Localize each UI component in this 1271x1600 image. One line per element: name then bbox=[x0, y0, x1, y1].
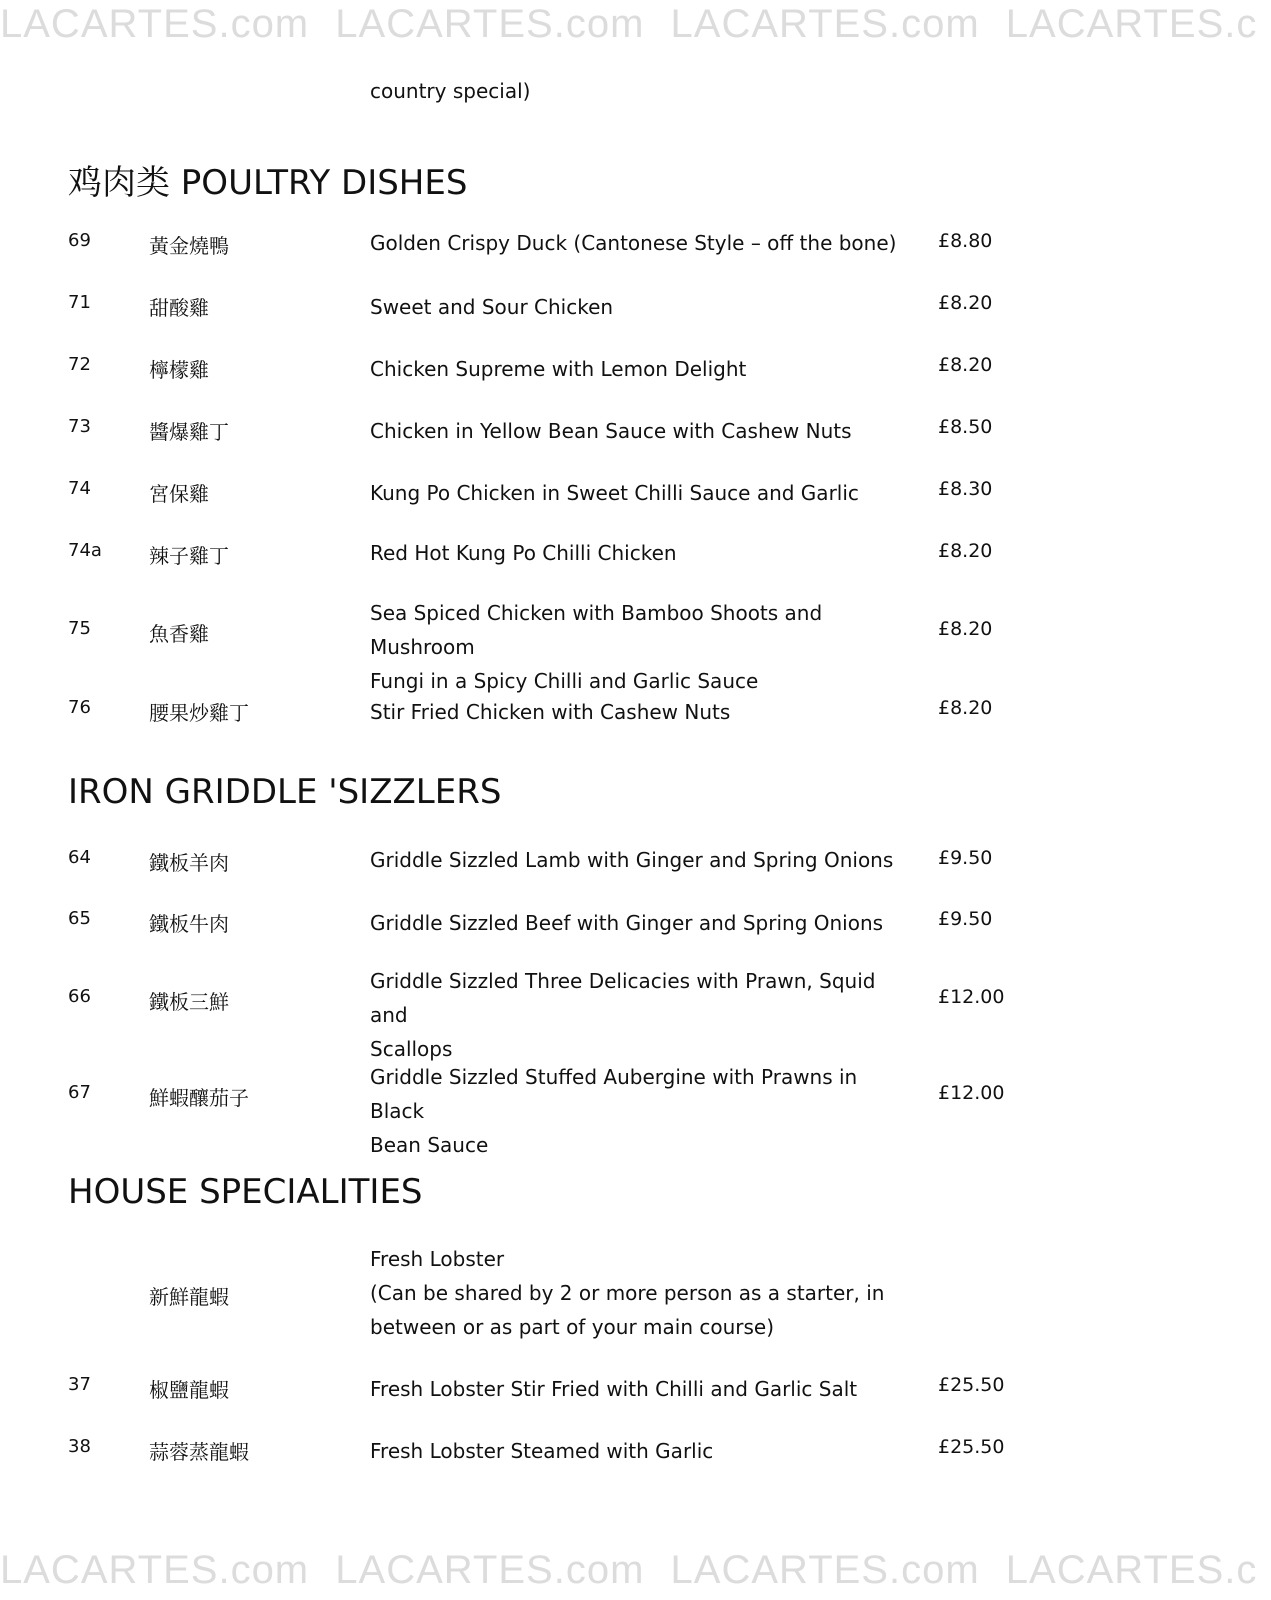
item-price: £8.50 bbox=[938, 416, 993, 438]
item-price: £8.20 bbox=[938, 540, 993, 562]
item-number: 37 bbox=[68, 1374, 91, 1395]
item-price: £8.30 bbox=[938, 478, 993, 500]
item-number: 66 bbox=[68, 986, 91, 1007]
item-description bbox=[370, 1242, 910, 1344]
watermark-text: LACARTES.c bbox=[1005, 1548, 1258, 1592]
section-title-poultry: 鸡肉类 POULTRY DISHES bbox=[68, 163, 468, 203]
item-description bbox=[370, 1060, 910, 1162]
item-chinese-name: 宮保雞 bbox=[149, 482, 209, 506]
item-number: 76 bbox=[68, 697, 91, 718]
item-chinese-name: 檸檬雞 bbox=[149, 358, 209, 382]
watermark-text: LACARTES.com bbox=[335, 2, 645, 46]
item-description-line: Griddle Sizzled Stuffed Aubergine with Prawns in Black bbox=[370, 1065, 858, 1123]
item-chinese-name: 鐵板牛肉 bbox=[149, 912, 229, 936]
item-chinese-name: 魚香雞 bbox=[149, 622, 209, 646]
item-chinese-name: 甜酸雞 bbox=[149, 296, 209, 320]
item-description: Chicken Supreme with Lemon Delight bbox=[370, 357, 747, 381]
item-description: Red Hot Kung Po Chilli Chicken bbox=[370, 541, 677, 565]
watermark-text: LACARTES.com bbox=[335, 1548, 645, 1592]
item-description-line: Griddle Sizzled Three Delicacies with Prawn, Squid and bbox=[370, 969, 876, 1027]
item-price: £8.80 bbox=[938, 230, 993, 252]
watermark-text: LACARTES.com bbox=[0, 1548, 310, 1592]
watermark-text: LACARTES.com bbox=[670, 1548, 980, 1592]
item-chinese-name: 蒜蓉蒸龍蝦 bbox=[149, 1440, 249, 1464]
item-price: £12.00 bbox=[938, 1082, 1005, 1104]
item-description bbox=[370, 596, 910, 698]
item-price: £9.50 bbox=[938, 847, 993, 869]
item-description-line: Sea Spiced Chicken with Bamboo Shoots and Mushroom bbox=[370, 601, 823, 659]
item-description: Sweet and Sour Chicken bbox=[370, 295, 614, 319]
item-price: £8.20 bbox=[938, 354, 993, 376]
watermark-text: LACARTES.com bbox=[670, 2, 980, 46]
section-title-house: HOUSE SPECIALITIES bbox=[68, 1172, 423, 1212]
item-number: 75 bbox=[68, 618, 91, 639]
item-description-line: Scallops bbox=[370, 1037, 453, 1061]
item-chinese-name: 新鮮龍蝦 bbox=[149, 1285, 229, 1309]
item-chinese-name: 辣子雞丁 bbox=[149, 544, 229, 568]
carryover-text: country special) bbox=[370, 79, 531, 103]
item-price: £25.50 bbox=[938, 1374, 1005, 1396]
item-chinese-name: 醬爆雞丁 bbox=[149, 420, 229, 444]
item-description: Kung Po Chicken in Sweet Chilli Sauce and Garlic bbox=[370, 481, 859, 505]
item-description-line: between or as part of your main course) bbox=[370, 1315, 775, 1339]
item-number: 72 bbox=[68, 354, 91, 375]
item-number: 38 bbox=[68, 1436, 91, 1457]
item-number: 74 bbox=[68, 478, 91, 499]
item-chinese-name: 椒鹽龍蝦 bbox=[149, 1378, 229, 1402]
item-description: Fresh Lobster Steamed with Garlic bbox=[370, 1439, 714, 1463]
section-title-sizzlers: IRON GRIDDLE 'SIZZLERS bbox=[68, 772, 502, 812]
item-price: £8.20 bbox=[938, 292, 993, 314]
item-price: £25.50 bbox=[938, 1436, 1005, 1458]
item-description-line: Bean Sauce bbox=[370, 1133, 489, 1157]
item-number: 74a bbox=[68, 540, 102, 561]
item-description bbox=[370, 964, 910, 1066]
item-price: £12.00 bbox=[938, 986, 1005, 1008]
item-description-line: Fresh Lobster bbox=[370, 1247, 505, 1271]
item-number: 64 bbox=[68, 847, 91, 868]
item-description-line: Fungi in a Spicy Chilli and Garlic Sauce bbox=[370, 669, 759, 693]
item-price: £9.50 bbox=[938, 908, 993, 930]
item-description: Chicken in Yellow Bean Sauce with Cashew Nuts bbox=[370, 419, 852, 443]
watermark-text: LACARTES.c bbox=[1005, 2, 1258, 46]
item-price: £8.20 bbox=[938, 618, 993, 640]
item-number: 67 bbox=[68, 1082, 91, 1103]
item-number: 71 bbox=[68, 292, 91, 313]
item-description: Griddle Sizzled Lamb with Ginger and Spring Onions bbox=[370, 848, 894, 872]
item-chinese-name: 鐵板三鮮 bbox=[149, 990, 229, 1014]
item-description: Fresh Lobster Stir Fried with Chilli and Garlic Salt bbox=[370, 1377, 858, 1401]
item-price: £8.20 bbox=[938, 697, 993, 719]
item-number: 65 bbox=[68, 908, 91, 929]
item-chinese-name: 腰果炒雞丁 bbox=[149, 701, 249, 725]
item-chinese-name: 黃金燒鴨 bbox=[149, 234, 229, 258]
item-description: Stir Fried Chicken with Cashew Nuts bbox=[370, 700, 731, 724]
item-chinese-name: 鮮蝦釀茄子 bbox=[149, 1086, 249, 1110]
watermark-text: LACARTES.com bbox=[0, 2, 310, 46]
item-number: 73 bbox=[68, 416, 91, 437]
watermark-top bbox=[0, 2, 1258, 50]
item-description: Griddle Sizzled Beef with Ginger and Spring Onions bbox=[370, 911, 884, 935]
item-description-line: (Can be shared by 2 or more person as a starter, in bbox=[370, 1281, 885, 1305]
watermark-bottom bbox=[0, 1548, 1258, 1596]
item-chinese-name: 鐵板羊肉 bbox=[149, 851, 229, 875]
item-number: 69 bbox=[68, 230, 91, 251]
item-description: Golden Crispy Duck (Cantonese Style – off the bone) bbox=[370, 231, 897, 255]
